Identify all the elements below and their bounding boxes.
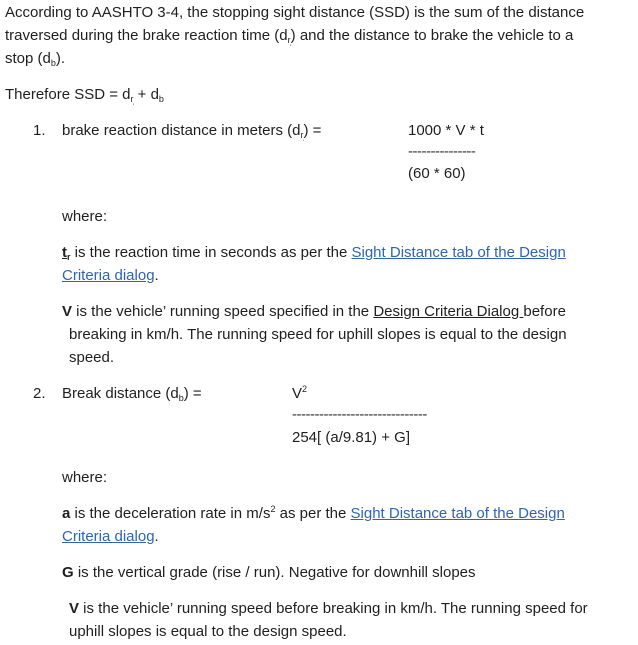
sight-distance-tab-link-1[interactable]: Sight Distance tab of the Design — [351, 244, 566, 261]
item-2-where: where: — [62, 469, 108, 486]
design-criteria-dialog-link[interactable]: Design Criteria Dialog — [373, 303, 524, 320]
item-1-denominator: (60 * 60) — [408, 165, 466, 182]
item-1-numerator: 1000 * V * t — [408, 122, 484, 139]
a-definition-line-1: a is the deceleration rate in $m/s^2$ as per the Sight Distance tab of the Design — [62, 504, 565, 522]
item-2-fraction-line: ------------------------------ — [292, 406, 427, 423]
criteria-dialog-link-2[interactable]: Criteria dialog — [62, 528, 155, 545]
a-definition-line-2: Criteria dialog. — [62, 528, 159, 545]
item-2-label: Break distance $(d_b)$ = — [62, 385, 202, 403]
intro-line-2: traversed during the brake reaction time $(d_r)$ and the distance to brake the vehicle to a — [5, 27, 574, 45]
item-2-numerator: $V^2$ — [292, 384, 308, 402]
item-1-fraction-line: --------------- — [408, 143, 476, 160]
v2-definition-line-2: uphill slopes is equal to the design speed. — [69, 623, 347, 640]
v1-definition-line-2: breaking in km/h. The running speed for uphill slopes is equal to the design — [69, 326, 567, 343]
item-1-where: where: — [62, 208, 108, 225]
intro-line-1: According to AASHTO 3-4, the stopping sight distance (SSD) is the sum of the distance — [5, 4, 585, 21]
v1-definition-line-1: V is the vehicle’ running speed specified in the Design Criteria Dialog before — [62, 303, 566, 320]
v2-definition-line-1: V is the vehicle’ running speed before breaking in km/h. The running speed for — [69, 600, 588, 617]
tr-definition-line-1: $t_r$ is the reaction time in seconds as per the Sight Distance tab of the Design — [62, 244, 566, 262]
item-1-label: brake reaction distance in meters $(d_r)$ = — [62, 122, 322, 140]
item-2-denominator: 254[ (a/9.81) + G] — [292, 429, 410, 446]
criteria-dialog-link-1[interactable]: Criteria dialog — [62, 267, 155, 284]
tr-definition-line-2: Criteria dialog. — [62, 267, 159, 284]
ssd-formula: Therefore SSD = $d_r + d_b$ — [5, 86, 164, 104]
v1-definition-line-3: speed. — [69, 349, 115, 366]
item-1-number: 1. — [33, 122, 46, 139]
item-2-number: 2. — [33, 385, 46, 402]
g-definition: G is the vertical grade (rise / run). Negative for downhill slopes — [62, 564, 476, 581]
sight-distance-tab-link-2[interactable]: Sight Distance tab of the Design — [350, 505, 565, 522]
intro-line-3: stop $(d_b)$. — [5, 50, 66, 68]
